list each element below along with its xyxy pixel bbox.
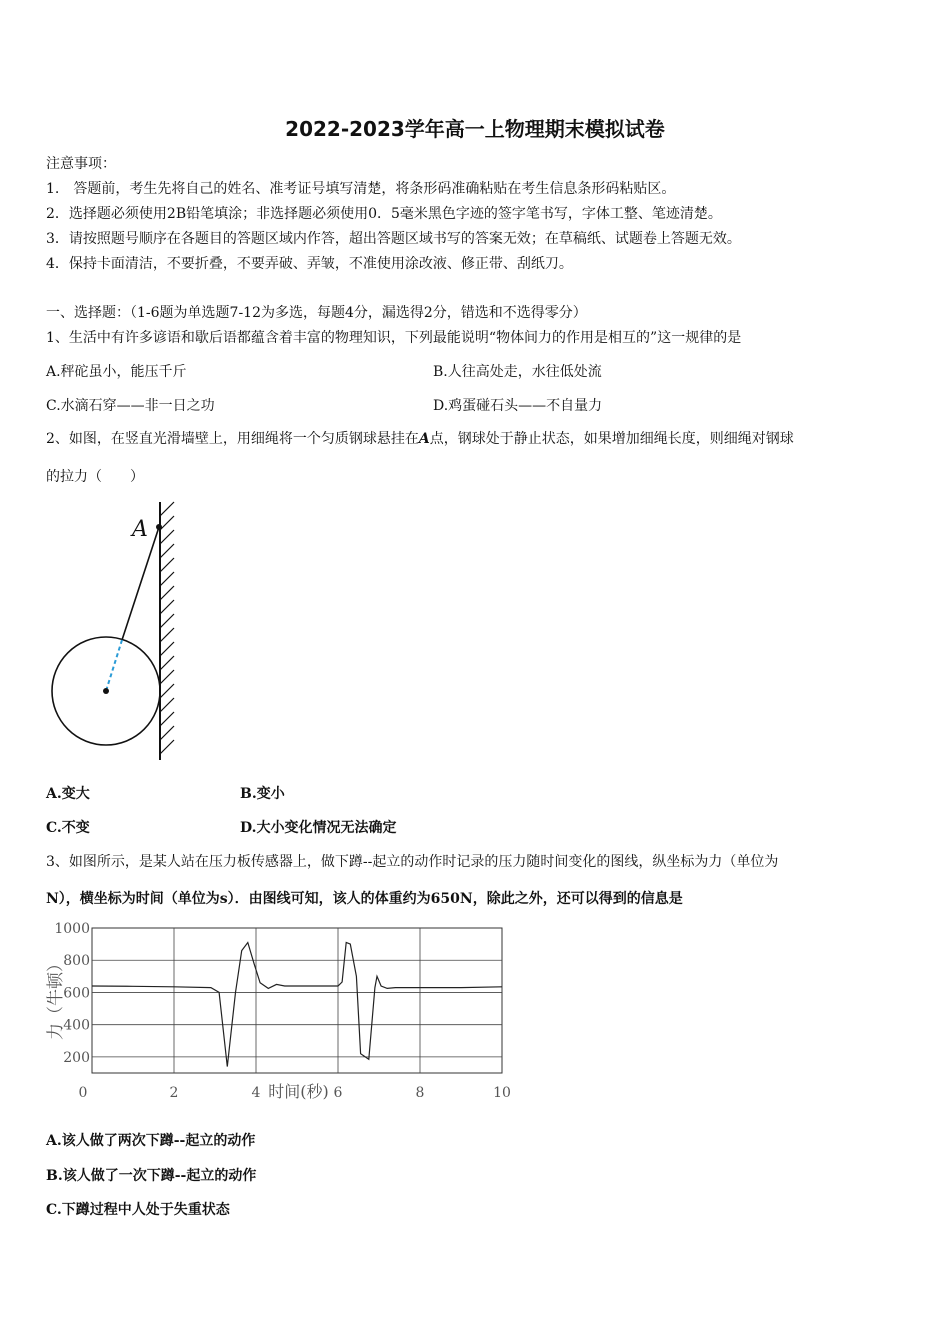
q1-stem: 1、生活中有许多谚语和歇后语都蕴含着丰富的物理知识，下列最能说明“物体间力的作用是相互的”这一规律的是 bbox=[46, 330, 742, 346]
x-axis-label: 时间(秒) bbox=[268, 1082, 329, 1101]
section-heading: 一、选择题：（1-6题为单选题7-12为多选，每题4分，漏选得2分，错选和不选得零分） bbox=[46, 305, 587, 321]
q3-option-a: A.该人做了两次下蹲--起立的动作 bbox=[46, 1133, 256, 1149]
q2-figure bbox=[40, 500, 200, 765]
ball-center-dot bbox=[103, 688, 109, 694]
q2-stem-line2: 的拉力（ ） bbox=[46, 469, 144, 485]
q3-stem-line1: 3、如图所示，是某人站在压力板传感器上，做下蹲--起立的动作时记录的压力随时间变化的图线，纵坐标为力（单位为 bbox=[46, 854, 779, 870]
q3-option-b: B.该人做了一次下蹲--起立的动作 bbox=[46, 1168, 257, 1184]
wall-hatching bbox=[160, 502, 174, 754]
q2-option-d: D.大小变化情况无法确定 bbox=[240, 820, 397, 836]
q3-stem-line2: N），横坐标为时间（单位为s）．由图线可知，该人的体重约为650N，除此之外，还可以得到的信息是 bbox=[46, 891, 683, 907]
q1-option-b: B.人往高处走，水往低处流 bbox=[433, 364, 602, 380]
q3-option-c: C.下蹲过程中人处于失重状态 bbox=[46, 1202, 230, 1218]
rope bbox=[122, 527, 159, 640]
notice-item-1: 1. 答题前，考生先将自己的姓名、准考证号填写清楚，将条形码准确粘贴在考生信息条形码粘贴区。 bbox=[46, 181, 676, 197]
notice-item-4: 4．保持卡面清洁，不要折叠，不要弄破、弄皱，不准使用涂改液、修正带、刮纸刀。 bbox=[46, 256, 573, 272]
y-tick-label: 600 bbox=[63, 985, 90, 1002]
notice-heading: 注意事项： bbox=[46, 156, 116, 172]
y-tick-label: 200 bbox=[63, 1049, 90, 1066]
x-tick-label: 6 bbox=[333, 1085, 343, 1101]
notice-item-2: 2．选择题必须使用2B铅笔填涂；非选择题必须使用0．5毫米黑色字迹的签字笔书写，字体工整、笔迹清楚。 bbox=[46, 206, 722, 222]
page-title: 2022-2023学年高一上物理期末模拟试卷 bbox=[285, 117, 665, 141]
q2-stem-part1: 2、如图，在竖直光滑墙壁上，用细绳将一个匀质钢球悬挂在 bbox=[46, 431, 419, 447]
y-tick-label: 800 bbox=[63, 953, 90, 970]
x-tick-label: 10 bbox=[493, 1085, 511, 1101]
x-tick-label: 0 bbox=[78, 1085, 88, 1101]
x-tick-label: 2 bbox=[169, 1085, 179, 1101]
point-a-dot bbox=[156, 524, 162, 530]
q2-option-a: A.变大 bbox=[46, 786, 90, 802]
q2-option-c: C.不变 bbox=[46, 820, 90, 836]
x-tick-label: 4 bbox=[251, 1085, 261, 1101]
plot-frame bbox=[92, 928, 502, 1073]
force-line bbox=[92, 943, 502, 1067]
notice-item-3: 3．请按照题号顺序在各题目的答题区域内作答，超出答题区域书写的答案无效；在草稿纸、试题卷上答题无效。 bbox=[46, 231, 741, 247]
point-a-label: A bbox=[132, 517, 148, 542]
q1-option-d: D.鸡蛋碰石头——不自量力 bbox=[433, 398, 603, 414]
chart-grid bbox=[92, 928, 502, 1073]
q2-stem-line1 bbox=[46, 428, 794, 448]
rope-extension-dashed bbox=[106, 640, 122, 691]
q1-option-a: A.秤砣虽小，能压千斤 bbox=[46, 364, 187, 380]
q2-stem-part2: 点，钢球处于静止状态，如果增加细绳长度，则细绳对钢球 bbox=[429, 431, 794, 447]
x-tick-label: 8 bbox=[415, 1085, 425, 1101]
q2-option-b: B.变小 bbox=[240, 786, 285, 802]
y-axis-label: 力（牛顿） bbox=[46, 955, 66, 1040]
q2-point-label: A bbox=[418, 431, 430, 447]
force-time-chart bbox=[40, 912, 530, 1107]
y-tick-label: 400 bbox=[63, 1017, 90, 1034]
q1-option-c: C.水滴石穿——非一日之功 bbox=[46, 398, 215, 414]
y-tick-label: 1000 bbox=[54, 921, 90, 937]
